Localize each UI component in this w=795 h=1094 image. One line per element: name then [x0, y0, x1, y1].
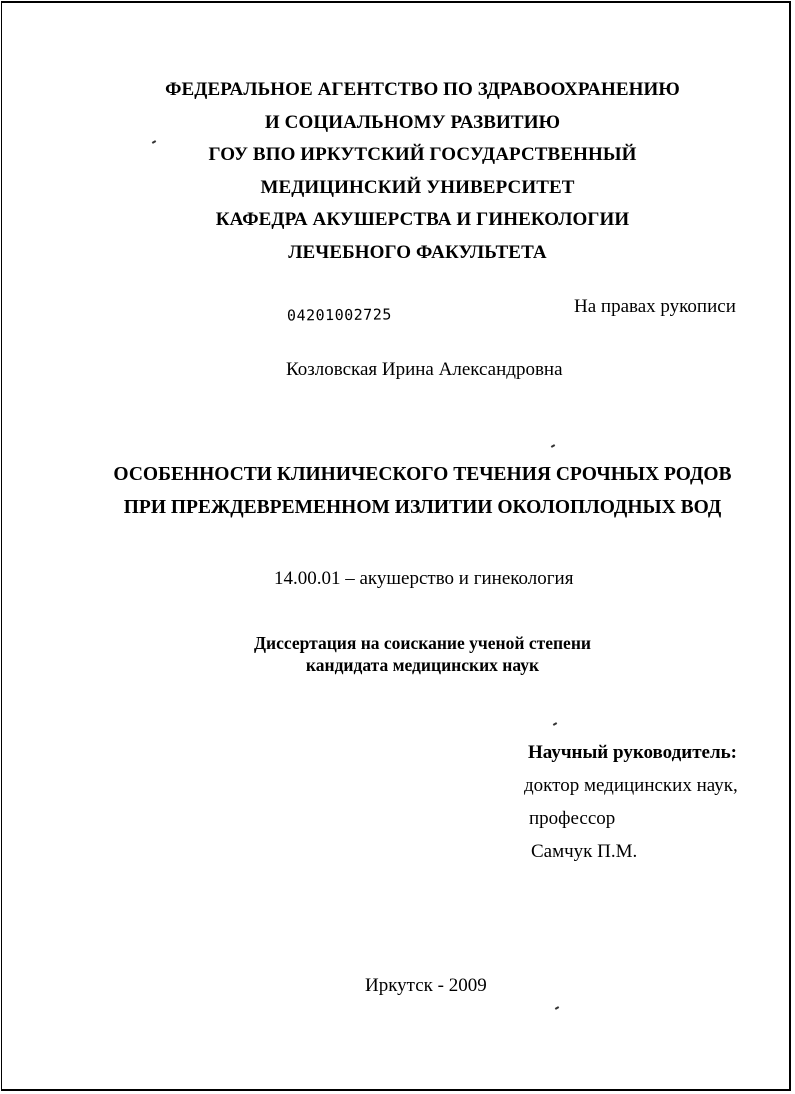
header-line: И СОЦИАЛЬНОМУ РАЗВИТИЮ: [264, 111, 561, 133]
header-line: ГОУ ВПО ИРКУТСКИЙ ГОСУДАРСТВЕННЫЙ: [208, 144, 637, 165]
title-line: ОСОБЕННОСТИ КЛИНИЧЕСКОГО ТЕЧЕНИЯ СРОЧНЫХ РОДОВ: [113, 464, 732, 485]
supervisor-block: [524, 736, 738, 868]
degree-statement: [0, 632, 795, 676]
institution-header: [0, 74, 795, 269]
degree-line: Диссертация на соискание ученой степени: [254, 633, 591, 653]
catalog-code: 04201002725: [286, 305, 392, 325]
header-line: КАФЕДРА АКУШЕРСТВА И ГИНЕКОЛОГИИ: [215, 209, 630, 230]
title-line: ПРИ ПРЕЖДЕВРЕМЕННОМ ИЗЛИТИИ ОКОЛОПЛОДНЫХ ВОД: [123, 497, 722, 518]
supervisor-heading: Научный руководитель:: [528, 742, 737, 763]
author-name: Козловская Ирина Александровна: [286, 359, 563, 380]
degree-line: кандидата медицинских наук: [305, 655, 540, 675]
dissertation-title: [0, 458, 795, 524]
city-year: Иркутск - 2009: [365, 975, 487, 996]
supervisor-degree: доктор медицинских наук,: [524, 775, 738, 796]
header-line: МЕДИЦИНСКИЙ УНИВЕРСИТЕТ: [260, 176, 575, 198]
header-line: ФЕДЕРАЛЬНОЕ АГЕНТСТВО ПО ЗДРАВООХРАНЕНИЮ: [165, 79, 680, 100]
rights-note: На правах рукописи: [574, 296, 736, 317]
specialty-code: 14.00.01 – акушерство и гинекология: [274, 568, 574, 589]
header-line: ЛЕЧЕБНОГО ФАКУЛЬТЕТА: [288, 241, 547, 263]
supervisor-name: Самчук П.М.: [531, 841, 638, 862]
supervisor-title: профессор: [529, 808, 616, 829]
